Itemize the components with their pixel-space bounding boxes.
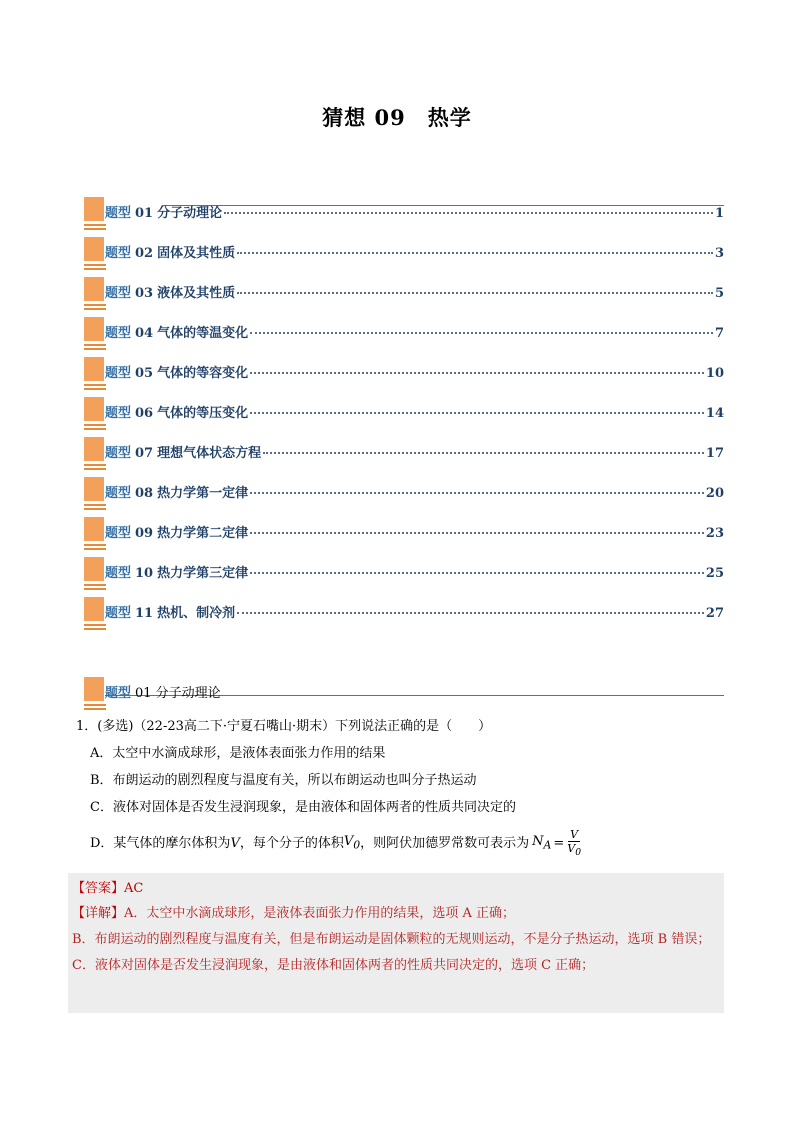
molar-volume-symbol: V [230, 835, 240, 851]
tag-block-icon [84, 197, 104, 221]
toc-item-06[interactable] [82, 395, 724, 435]
toc-leader-dots [250, 372, 704, 374]
toc-item-number: 06 [135, 406, 154, 421]
toc-item-label: 题型 [105, 406, 132, 421]
toc-item-title: 理想气体状态方程 [157, 446, 262, 461]
toc-item-title: 气体的等容变化 [157, 366, 249, 381]
tag-underline [84, 584, 106, 586]
tag-underline [84, 704, 106, 706]
option-d-text: ，则阿伏加德罗常数可表示为 [360, 835, 530, 851]
toc-item-page: 10 [705, 366, 724, 381]
tag-underline [84, 228, 106, 230]
tag-block-icon [84, 557, 104, 581]
toc-item-title: 热力学第二定律 [157, 526, 249, 541]
tag-block-icon [84, 317, 104, 341]
answer-line [72, 876, 720, 901]
toc-item-page: 23 [705, 526, 724, 541]
toc-item-title: 分子动理论 [157, 206, 223, 221]
tag-block-icon [84, 677, 104, 701]
toc-item-09[interactable] [82, 515, 724, 555]
toc-leader-dots [237, 612, 704, 614]
tag-underline [84, 384, 106, 386]
toc-item-03[interactable] [82, 275, 724, 315]
toc-item-title: 热机、制冷剂 [157, 606, 236, 621]
table-of-contents [82, 195, 724, 635]
tag-underline [84, 464, 106, 466]
toc-item-number: 07 [135, 446, 154, 461]
toc-item-02[interactable] [82, 235, 724, 275]
toc-leader-dots [250, 332, 713, 334]
toc-item-page: 3 [714, 246, 724, 261]
fraction-denominator: $V_0$ [567, 842, 582, 859]
tag-underline [84, 264, 106, 266]
toc-item-title: 气体的等压变化 [157, 406, 249, 421]
tag-underline [84, 588, 106, 590]
toc-item-page: 1 [714, 206, 724, 221]
tag-underline [84, 508, 106, 510]
toc-item-label: 题型 [105, 366, 132, 381]
tag-underline [84, 424, 106, 426]
detail-line-a [72, 901, 720, 926]
tag-underline [84, 628, 106, 630]
toc-item-label: 题型 [105, 246, 132, 261]
molecule-volume-symbol: $V_0$ [343, 833, 361, 852]
document-title: 猜想 09 热学 [322, 105, 472, 130]
tag-underline [84, 344, 106, 346]
toc-item-title: 气体的等温变化 [157, 326, 249, 341]
option-d-text: ，每个分子的体积 [239, 835, 344, 851]
section-heading [82, 675, 724, 715]
toc-item-label: 题型 [105, 486, 132, 501]
toc-item-number: 10 [135, 566, 154, 581]
toc-leader-dots [250, 492, 704, 494]
fraction [567, 828, 581, 859]
tag-underline [84, 468, 106, 470]
answer-value: AC [124, 881, 144, 896]
avogadro-symbol: $N_A$ [532, 833, 552, 852]
toc-item-number: 03 [135, 286, 154, 301]
question-stem: 1．(多选)（22-23高二下·宁夏石嘴山·期末）下列说法正确的是（ ） [76, 719, 492, 734]
toc-item-title: 热力学第三定律 [157, 566, 249, 581]
section-number: 01 [135, 686, 152, 701]
toc-item-title: 固体及其性质 [157, 246, 236, 261]
toc-item-number: 08 [135, 486, 154, 501]
toc-item-label: 题型 [105, 286, 132, 301]
detail-a: A．太空中水滴成球形，是液体表面张力作用的结果，选项 A 正确； [124, 906, 516, 921]
toc-item-page: 7 [714, 326, 724, 341]
tag-block-icon [84, 517, 104, 541]
toc-item-label: 题型 [105, 606, 132, 621]
fraction-numerator: V [570, 828, 579, 841]
toc-item-01[interactable] [82, 195, 724, 235]
section-title: 分子动理论 [155, 686, 221, 701]
toc-item-title: 液体及其性质 [157, 286, 236, 301]
answer-tag: 【答案】 [72, 881, 125, 896]
tag-block-icon [84, 477, 104, 501]
toc-leader-dots [237, 252, 713, 254]
detail-tag: 【详解】 [72, 906, 125, 921]
toc-item-08[interactable] [82, 475, 724, 515]
toc-item-page: 25 [705, 566, 724, 581]
toc-item-04[interactable] [82, 315, 724, 355]
option-a: A．太空中水滴成球形，是液体表面张力作用的结果 [90, 746, 386, 761]
toc-item-number: 11 [135, 606, 154, 621]
tag-underline [84, 548, 106, 550]
toc-item-11[interactable] [82, 595, 724, 635]
tag-underline [84, 224, 106, 226]
equals-sign: = [553, 835, 565, 851]
tag-block-icon [84, 597, 104, 621]
option-d [90, 828, 726, 859]
toc-item-page: 20 [705, 486, 724, 501]
tag-underline [84, 544, 106, 546]
tag-block-icon [84, 357, 104, 381]
toc-leader-dots [263, 452, 704, 454]
toc-item-page: 17 [705, 446, 724, 461]
tag-underline [84, 388, 106, 390]
toc-item-label: 题型 [105, 206, 132, 221]
toc-item-label: 题型 [105, 446, 132, 461]
toc-item-10[interactable] [82, 555, 724, 595]
toc-item-number: 09 [135, 526, 154, 541]
tag-block-icon [84, 437, 104, 461]
answer-box [68, 873, 724, 1013]
tag-underline [84, 708, 106, 710]
toc-item-label: 题型 [105, 526, 132, 541]
option-d-text: D．某气体的摩尔体积为 [90, 835, 231, 851]
toc-item-number: 01 [135, 206, 154, 221]
toc-leader-dots [250, 412, 704, 414]
tag-underline [84, 624, 106, 626]
toc-item-number: 04 [135, 326, 154, 341]
tag-underline [84, 348, 106, 350]
toc-item-number: 05 [135, 366, 154, 381]
tag-block-icon [84, 237, 104, 261]
tag-block-icon [84, 397, 104, 421]
detail-b: B．布朗运动的剧烈程度与温度有关，但是布朗运动是固体颗粒的无规则运动，不是分子热运动，选项 B 错误； [72, 932, 711, 947]
toc-item-title: 热力学第一定律 [157, 486, 249, 501]
tag-underline [84, 304, 106, 306]
tag-underline [84, 428, 106, 430]
toc-leader-dots [250, 532, 704, 534]
tag-underline [84, 504, 106, 506]
tag-underline [84, 268, 106, 270]
toc-item-page: 27 [705, 606, 724, 621]
tag-underline [84, 308, 106, 310]
toc-item-page: 5 [714, 286, 724, 301]
toc-item-label: 题型 [105, 326, 132, 341]
tag-block-icon [84, 277, 104, 301]
detail-c: C．液体对固体是否发生浸润现象，是由液体和固体两者的性质共同决定的，选项 C 正确； [72, 958, 595, 973]
toc-item-label: 题型 [105, 566, 132, 581]
toc-leader-dots [224, 212, 713, 214]
option-b: B．布朗运动的剧烈程度与温度有关，所以布朗运动也叫分子热运动 [90, 773, 477, 788]
toc-item-07[interactable] [82, 435, 724, 475]
toc-item-number: 02 [135, 246, 154, 261]
question-block [76, 717, 726, 859]
option-c: C．液体对固体是否发生浸润现象，是由液体和固体两者的性质共同决定的 [90, 800, 516, 815]
toc-leader-dots [237, 292, 713, 294]
toc-leader-dots [250, 572, 704, 574]
toc-item-05[interactable] [82, 355, 724, 395]
section-label: 题型 [105, 686, 132, 701]
toc-item-page: 14 [705, 406, 724, 421]
